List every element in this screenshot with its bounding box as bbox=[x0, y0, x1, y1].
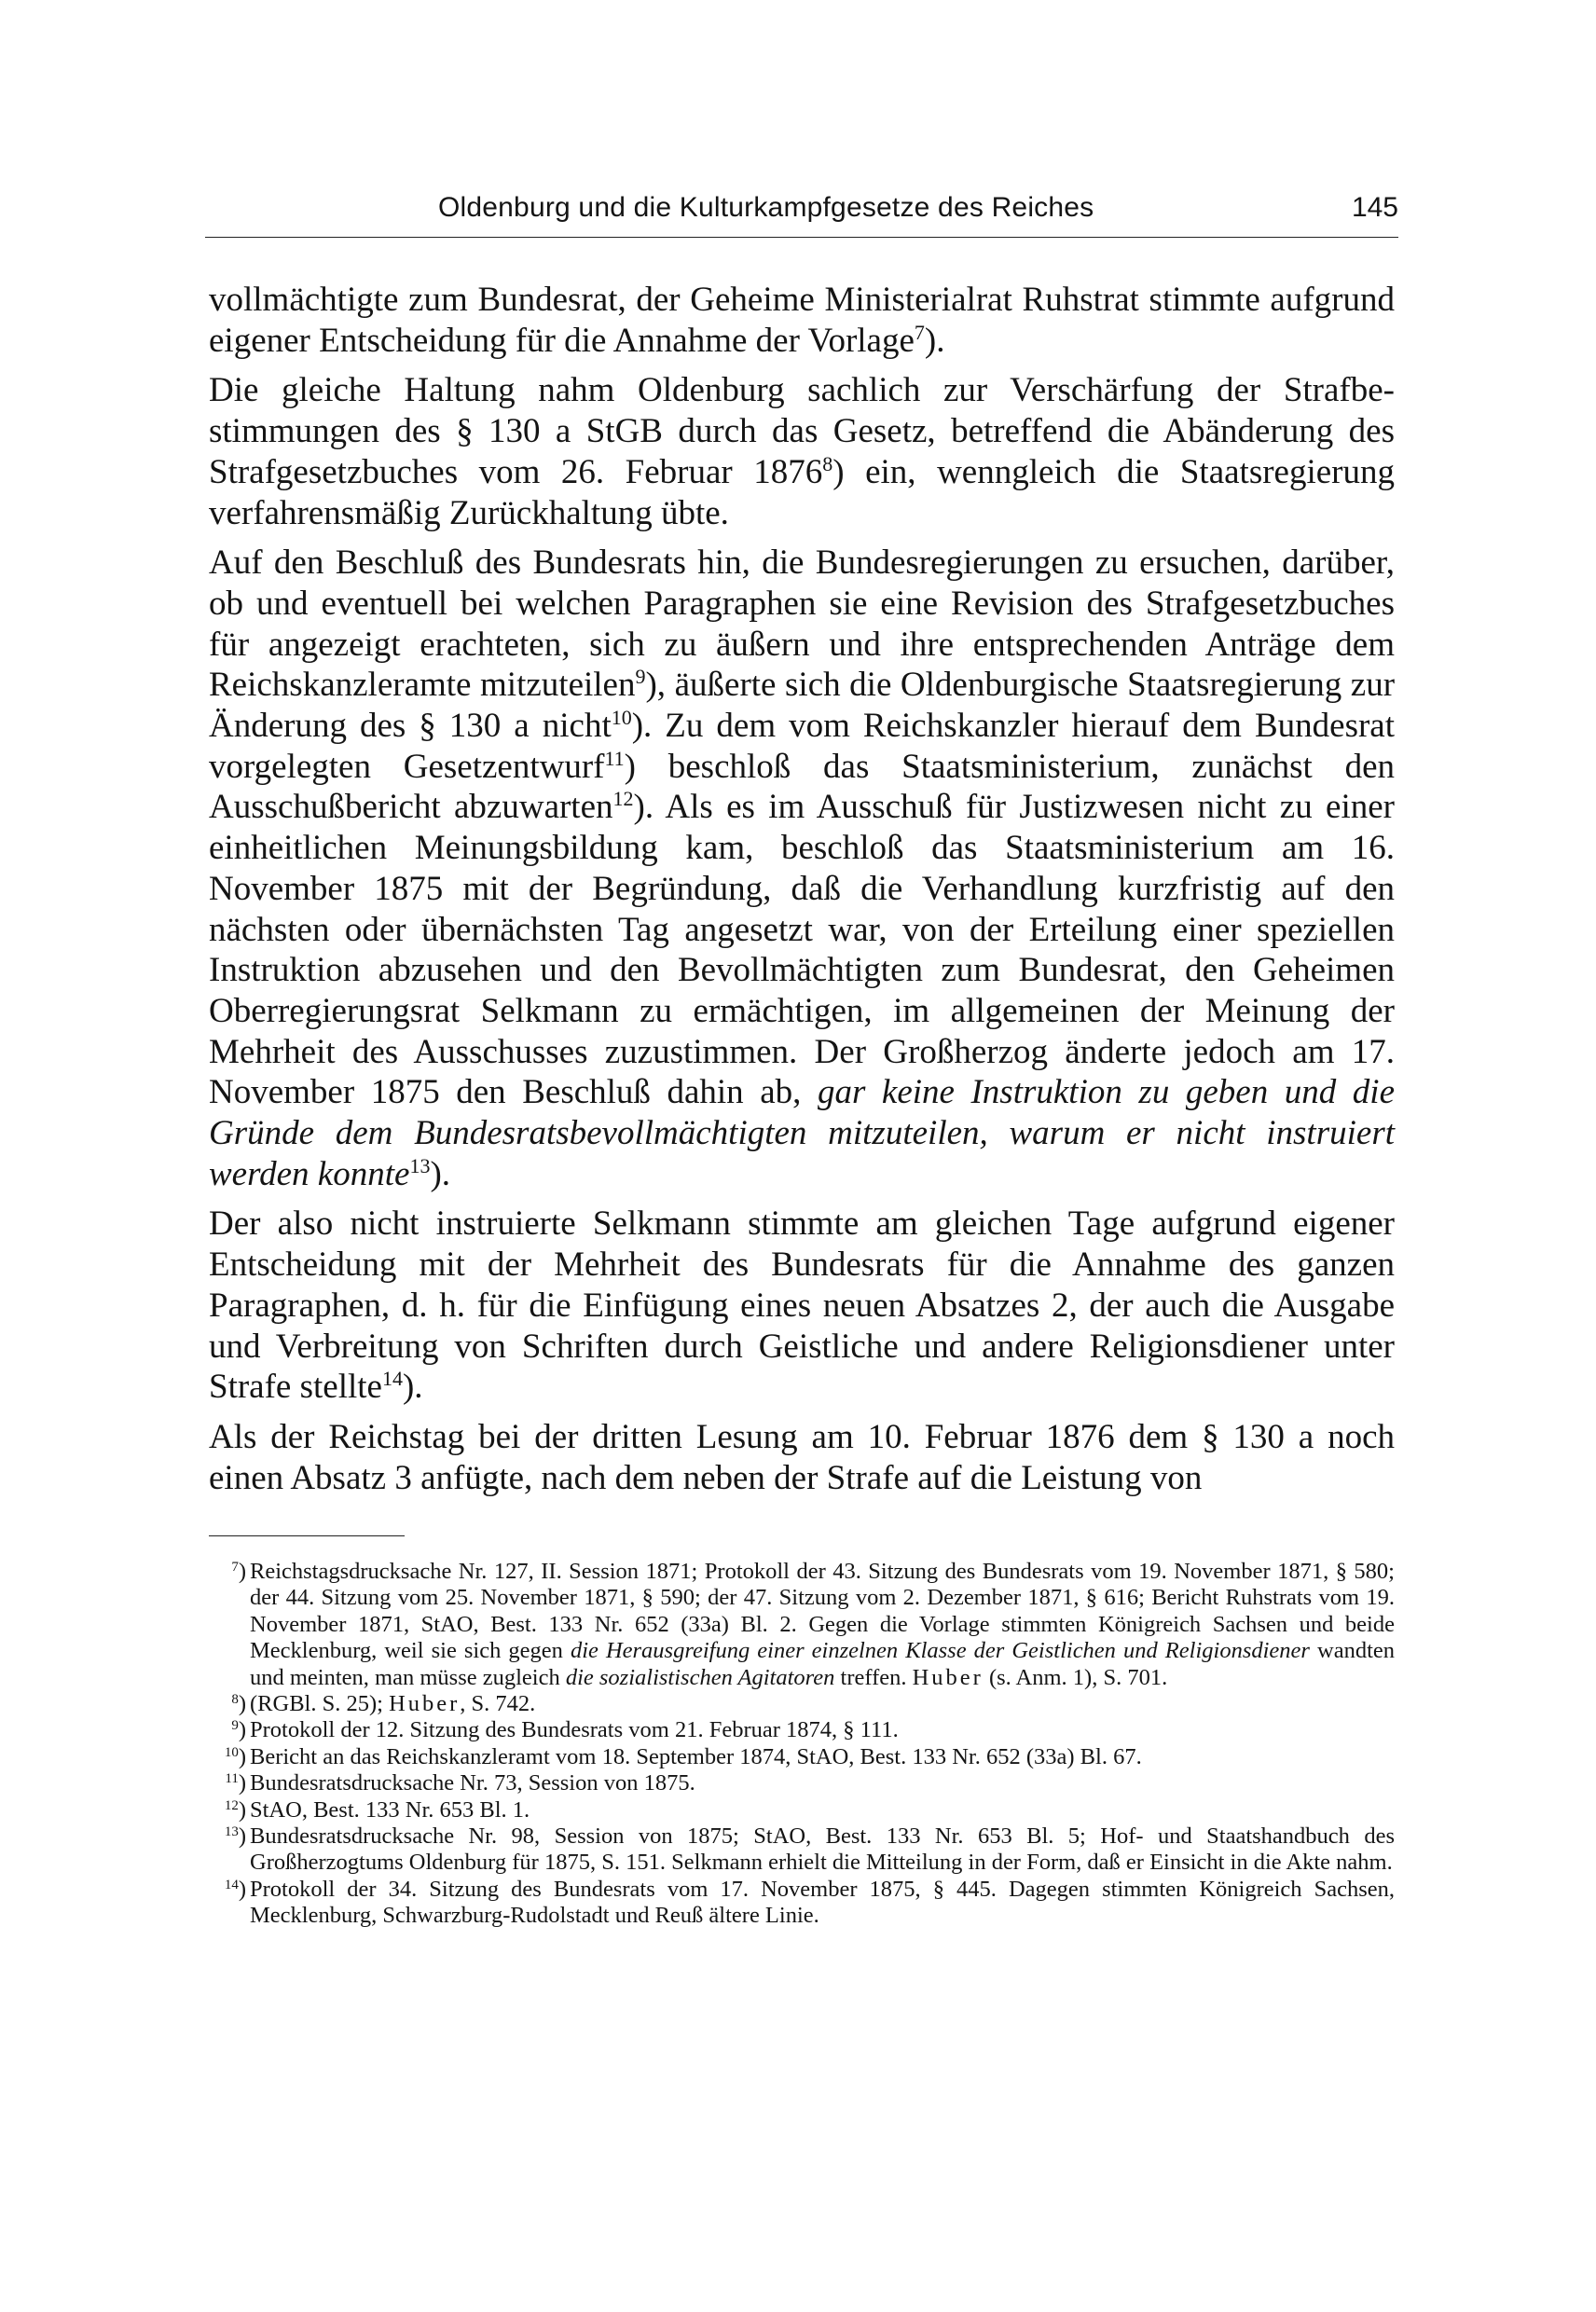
running-header bbox=[205, 192, 1398, 231]
footnote-14: $^{14}$) Protokoll der 34. Sitzung des Bundesrats vom 17. November 1875, § 445. Dagegen stimmten Königreich Sachsen, Mecklenburg, Schwarzburg-Rudolstadt und Reuß ältere Linie. bbox=[209, 1877, 1395, 1930]
footnote-ref[interactable]: 14 bbox=[381, 1367, 403, 1391]
page-number: 145 bbox=[1351, 192, 1398, 223]
footnote-8: $^8$) (RGBl. S. 25); Huber, S. 742. bbox=[209, 1691, 1395, 1717]
footnote-12: $^{12}$) StAO, Best. 133 Nr. 653 Bl. 1. bbox=[209, 1797, 1395, 1823]
footnote-10: $^{10}$) Bericht an das Reichskanzleramt vom 18. September 1874, StAO, Best. 133 Nr. 652 (33a) Bl. 67. bbox=[209, 1744, 1395, 1770]
footnote-mark: $^8$) bbox=[231, 1691, 246, 1717]
author-name: Huber bbox=[389, 1691, 461, 1717]
header-rule bbox=[205, 237, 1398, 238]
footnote-mark: $^{12}$) bbox=[224, 1796, 246, 1823]
footnote-ref[interactable]: 12 bbox=[612, 787, 634, 811]
footnote-ref[interactable]: 13 bbox=[409, 1153, 431, 1177]
footnote-7: $^7$) Reichstagsdrucksache Nr. 127, II. Session 1871; Protokoll der 43. Sitzung des Bundesrats vom 19. November 1871, § 580; der 44. Sitzung vom 25. November 1871, § 590; der 47. Sitzung vom 2. Dezember 1871, § 616; Bericht Ruhstrats vom 19. November 1871, StAO, Best. 133 Nr. 652 (33a) Bl. 2. Gegen die Vorlage stimmten Königreich Sachsen und beide Mecklenburg, weil sie sich gegen die Herausgreifung einer einzelnen Klasse der Geistlichen und Religionsdiener wandten und meinten, man müsse zugleich die sozialistischen Agitatoren treffen. Huber (s. Anm. 1), S. 701. bbox=[209, 1559, 1395, 1691]
footnote-rule bbox=[209, 1535, 405, 1536]
footnote-mark: $^{11}$) bbox=[225, 1770, 246, 1796]
footnote-11: $^{11}$) Bundesratsdrucksache Nr. 73, Session von 1875. bbox=[209, 1770, 1395, 1796]
footnote-mark: $^{14}$) bbox=[224, 1876, 246, 1902]
author-name: Huber bbox=[912, 1664, 984, 1690]
footnote-ref[interactable]: 9 bbox=[635, 665, 646, 689]
footnote-ref[interactable]: 11 bbox=[604, 746, 625, 770]
footnote-ref[interactable]: 7 bbox=[914, 320, 925, 344]
footnote-mark: $^7$) bbox=[231, 1559, 246, 1584]
footnote-ref[interactable]: 10 bbox=[611, 706, 632, 730]
running-title: Oldenburg und die Kulturkampfgesetze des Reiches bbox=[438, 192, 1094, 223]
footnote-mark: $^{13}$) bbox=[224, 1823, 246, 1850]
paragraph: Auf den Beschluß des Bundesrats hin, die Bundesregierungen zu ersuchen, darüber, ob und eventuell bei welchen Paragraphen sie eine Revision des Strafgesetzbuches für angezeigt erachteten, sich zu äußern und ihre entsprechenden Anträge dem Reichskanzleramte mitzuteilen$^9$), äußerte sich die Oldenburgische Staatsregierung zur Änderung des § 130 a nicht$^{10}$). Zu dem vom Reichskanzler hierauf dem Bundesrat vorgelegten Gesetzentwurf$^{11}$) beschloß das Staatsministerium, zunächst den Ausschußbericht abzuwarten$^{12}$). Als es im Ausschuß für Justizwesen nicht zu einer einheitlichen Meinungsbildung kam, beschloß das Staatsministerium am 16. November 1875 mit der Begründung, daß die Verhandlung kurzfristig auf den nächsten oder übernächsten Tag angesetzt war, von der Erteilung einer speziellen Instruktion abzusehen und den Bevollmächtigten zum Bundesrat, den Geheimen Oberregierungsrat Selkmann zu ermächtigen, im allgemeinen der Meinung der Mehrheit des Ausschusses zuzustimmen. Der Großherzog änderte jedoch am 17. November 1875 den Beschluß dahin ab, gar keine Instruktion zu geben und die Gründe dem Bundesratsbevollmächtigten mitzuteilen, warum er nicht instruiert werden konnte$^{13}$). bbox=[209, 544, 1396, 1193]
paragraph: Die gleiche Haltung nahm Oldenburg sachlich zur Verschärfung der Strafbestimmungen des § 130 a StGB durch das Gesetz, betreffend die Abänderung des Strafgesetzbuches vom 26. Februar 1876$^8$) ein, wenngleich die Staatsregierung verfahrensmäßig Zurückhaltung übte. bbox=[209, 371, 1395, 532]
footnote-mark: $^{10}$) bbox=[224, 1743, 246, 1769]
paragraph: Der also nicht instruierte Selkmann stimmte am gleichen Tage aufgrund eigener Entscheidung mit der Mehrheit des Bundesrats für die Annahme des ganzen Paragraphen, d. h. für die Einfügung eines neuen Absatzes 2, der auch die Ausgabe und Verbreitung von Schriften durch Geistliche und andere Religionsdiener unter Strafe stellte$^{14}$). bbox=[209, 1204, 1395, 1407]
footnote-ref[interactable]: 8 bbox=[822, 451, 833, 475]
footnote-mark: $^9$) bbox=[231, 1717, 246, 1743]
footnote-9: $^9$) Protokoll der 12. Sitzung des Bundesrats vom 21. Februar 1874, § 111. bbox=[209, 1717, 1395, 1743]
quoted-instruction: gar keine Instruktion zu geben und die Gründe dem Bundesratsbevollmächtigten mitzuteilen, warum er nicht instruiert werden konnte bbox=[209, 1073, 1395, 1193]
footnotes bbox=[209, 1559, 1395, 1930]
paragraph: Als der Reichstag bei der dritten Lesung am 10. Februar 1876 dem § 130 a noch einen Absatz 3 anfügte, nach dem neben der Strafe auf die Leistung von bbox=[209, 1417, 1395, 1497]
footnote-13: $^{13}$) Bundesratsdrucksache Nr. 98, Session von 1875; StAO, Best. 133 Nr. 653 Bl. 5; Hof- und Staatshandbuch des Großherzogtums Oldenburg für 1875, S. 151. Selkmann erhielt die Mitteilung in der Form, daß er Einsicht in die Akte nahm. bbox=[209, 1823, 1395, 1877]
paragraph: vollmächtigte zum Bundesrat, der Geheime Ministerialrat Ruhstrat stimmte aufgrund eigener Entscheidung für die Annahme der Vorlage$^7$). bbox=[209, 281, 1395, 360]
body-text bbox=[209, 280, 1395, 1507]
